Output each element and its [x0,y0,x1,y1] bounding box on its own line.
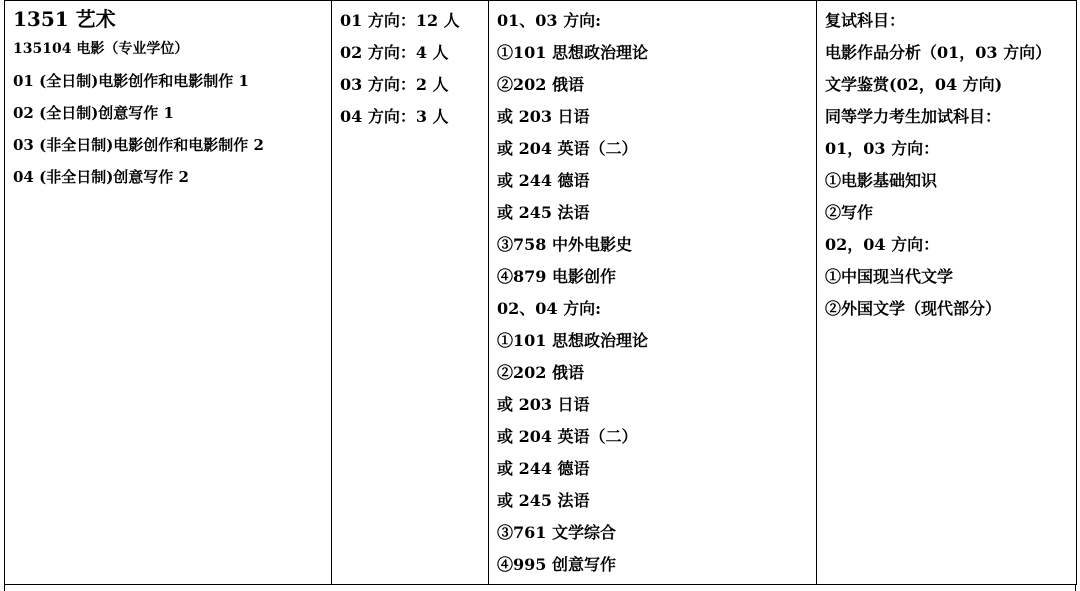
direction-line: 03 (非全日制)电影创作和电影制作 2 [13,136,264,154]
exam-line: ②202 俄语 [497,75,584,94]
exam-line: 02、04 方向: [497,299,602,318]
enrollment-cell [332,1,489,585]
next-row-top-border [4,584,1076,591]
retest-cell [817,1,1077,585]
retest-line: ①中国现当代文学 [825,267,954,286]
table-row [5,1,1077,585]
retest-line: ②写作 [825,203,874,222]
retest-line: 02，04 方向： [825,235,940,254]
enrollment-line: 01 方向：12 人 [340,11,460,30]
retest-line: 电影作品分析（01，03 方向） [825,43,1052,62]
retest-line: ①电影基础知识 [825,171,938,190]
enrollment-line: 03 方向：2 人 [340,75,449,94]
major-subtitle: 135104 电影（专业学位） [13,41,189,57]
exam-subjects-cell [489,1,817,585]
enrollment-line: 04 方向：3 人 [340,107,449,126]
exam-line: 或 204 英语（二） [497,139,638,158]
admission-table [4,0,1077,585]
exam-line: ②202 俄语 [497,363,584,382]
exam-line: ③758 中外电影史 [497,235,632,254]
exam-line: 或 245 法语 [497,203,590,222]
retest-line: 复试科目： [825,11,906,30]
retest-line: ②外国文学（现代部分） [825,299,1002,318]
retest-line: 文学鉴赏(02，04 方向) [825,75,1003,94]
exam-line: 或 245 法语 [497,491,590,510]
direction-line: 02 (全日制)创意写作 1 [13,104,174,122]
exam-line: 或 203 日语 [497,395,590,414]
exam-line: ①101 思想政治理论 [497,43,648,62]
exam-line: 或 203 日语 [497,107,590,126]
retest-line: 01，03 方向： [825,139,940,158]
direction-line: 01 (全日制)电影创作和电影制作 1 [13,72,249,90]
exam-line: ①101 思想政治理论 [497,331,648,350]
exam-line: 或 244 德语 [497,171,590,190]
exam-line: 或 204 英语（二） [497,427,638,446]
enrollment-line: 02 方向：4 人 [340,43,449,62]
exam-line: 01、03 方向: [497,11,602,30]
major-title: 1351 艺术 [13,7,116,31]
retest-line: 同等学力考生加试科目： [825,107,1002,126]
exam-line: 或 244 德语 [497,459,590,478]
exam-line: ③761 文学综合 [497,523,616,542]
exam-line: ④879 电影创作 [497,267,616,286]
exam-line: ④995 创意写作 [497,555,616,574]
major-cell [5,1,332,585]
direction-line: 04 (非全日制)创意写作 2 [13,168,189,186]
